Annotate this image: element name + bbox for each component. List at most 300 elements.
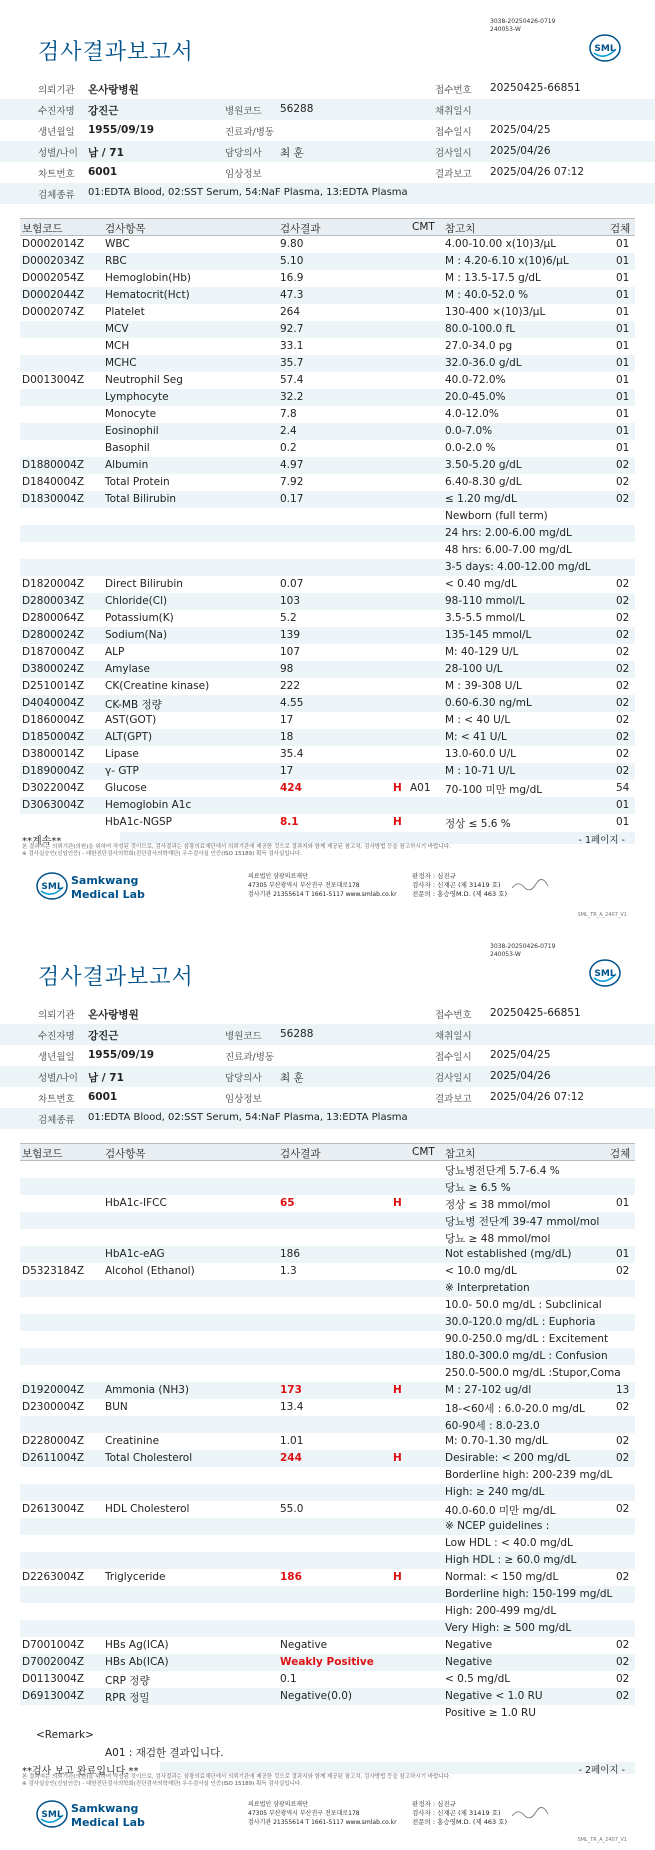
remark-text: A01 : 재검한 결과입니다. (105, 1747, 224, 1759)
table-row (20, 287, 635, 304)
cell-specimen: 02 (616, 680, 630, 692)
collection-time-label: 채취일시 (435, 106, 472, 117)
cell-result: 173 (280, 1384, 302, 1396)
footer-address (248, 1800, 397, 1827)
cell-reference: Normal: < 150 mg/dL (445, 1571, 559, 1583)
cell-reference: 당뇨병 전단계 39-47 mmol/mol (445, 1216, 600, 1228)
cell-specimen: 02 (616, 748, 630, 760)
doctor-value: 최 훈 (280, 147, 304, 159)
cell-result: 57.4 (280, 374, 304, 386)
cell-reference: 98-110 mmol/L (445, 595, 525, 607)
header-row-3 (0, 1045, 655, 1066)
cell-item: WBC (105, 238, 130, 250)
receipt-no-label: 접수번호 (435, 85, 472, 96)
table-row (20, 406, 635, 423)
cell-reference: 4.0-12.0% (445, 408, 499, 420)
approver-3: 홍승영M.D. (제 463 호) (437, 1818, 507, 1826)
cell-code: D3022004Z (22, 782, 85, 794)
approver-1: 심진규 (437, 872, 457, 880)
doctor-value: 최 훈 (280, 1072, 304, 1084)
receipt-no-value: 20250425-66851 (490, 1007, 581, 1019)
cell-reference: M : < 40 U/L (445, 714, 511, 726)
brand-line-1: Samkwang (71, 1802, 139, 1815)
cell-code: D1870004Z (22, 646, 85, 658)
header-row-6 (0, 183, 655, 204)
cell-specimen: 02 (616, 646, 630, 658)
table-row (20, 1688, 635, 1705)
cell-item: CK-MB 정량 (105, 699, 162, 711)
cell-reference: High HDL : ≥ 60.0 mg/dL (445, 1554, 577, 1566)
cell-code: D2800034Z (22, 595, 85, 607)
specimen-value: 01:EDTA Blood, 02:SST Serum, 54:NaF Plasma, 13:EDTA Plasma (88, 187, 408, 198)
cell-specimen: 01 (616, 1197, 630, 1209)
cell-reference: < 0.40 mg/dL (445, 578, 517, 590)
cell-reference: High: 200-499 mg/dL (445, 1605, 557, 1617)
document-id-line2: 240053-W (490, 951, 521, 958)
cell-specimen: 01 (616, 408, 630, 420)
table-row (20, 712, 635, 729)
table-row (20, 1161, 635, 1178)
header-row-1 (0, 78, 655, 99)
cell-specimen: 02 (616, 1503, 630, 1515)
cell-specimen: 01 (616, 238, 630, 250)
cell-item: Total Bilirubin (105, 493, 177, 505)
cell-item: Monocyte (105, 408, 157, 420)
cell-result: 9.80 (280, 238, 304, 250)
cell-result: 35.7 (280, 357, 304, 369)
cell-code: D2300004Z (22, 1401, 85, 1413)
institution-value: 온사랑병원 (88, 84, 139, 96)
page-bar (160, 1762, 635, 1774)
cell-result: 0.17 (280, 493, 304, 505)
cell-item: Lymphocyte (105, 391, 169, 403)
footer-logo (35, 1798, 155, 1838)
table-row (20, 457, 635, 474)
cell-result: 18 (280, 731, 294, 743)
header-row-4 (0, 1066, 655, 1087)
results-table (20, 1161, 635, 1722)
cell-reference: 135-145 mmol/L (445, 629, 532, 641)
cell-specimen: 01 (616, 255, 630, 267)
cell-reference: 28-100 U/L (445, 663, 503, 675)
notice-line-2: ※ 검사실승인(신임인증) - 대한진단검사의학회(진단검사의학재단) 우수검사실 인증(ISO 15189) 획득 검사실입니다. (22, 851, 302, 857)
cell-specimen: 02 (616, 459, 630, 471)
svg-text:SML: SML (41, 882, 63, 892)
footer-approvers (412, 872, 507, 899)
cell-reference: Desirable: < 200 mg/dL (445, 1452, 571, 1464)
sex-age-value: 남 / 71 (88, 147, 124, 159)
cell-code: D1920004Z (22, 1384, 85, 1396)
table-row (20, 644, 635, 661)
table-row (20, 253, 635, 270)
cell-specimen: 02 (616, 1435, 630, 1447)
table-row (20, 1195, 635, 1212)
cell-item: ALT(GPT) (105, 731, 153, 743)
table-row (20, 610, 635, 627)
cell-result: 0.1 (280, 1673, 297, 1685)
cell-code: D1840004Z (22, 476, 85, 488)
footer-brand (71, 1802, 145, 1830)
table-row (20, 1705, 635, 1722)
cell-reference: 130-400 ×(10)3/μL (445, 306, 546, 318)
hospital-code-label: 병원코드 (225, 106, 262, 117)
cell-reference: 3.50-5.20 g/dL (445, 459, 522, 471)
col-reference: 참고치 (445, 223, 476, 235)
cell-result: 7.92 (280, 476, 304, 488)
table-row (20, 389, 635, 406)
cell-reference: Borderline high: 200-239 mg/dL (445, 1469, 613, 1481)
footer-logo (35, 870, 155, 910)
table-row (20, 1671, 635, 1688)
cell-item: Creatinine (105, 1435, 160, 1447)
footer-brand (71, 874, 145, 902)
cell-flag: H (393, 1571, 402, 1583)
cell-item: Glucose (105, 782, 147, 794)
cell-code: D2280004Z (22, 1435, 85, 1447)
cell-reference: < 0.5 mg/dL (445, 1673, 511, 1685)
header-row-4 (0, 141, 655, 162)
cell-item: Direct Bilirubin (105, 578, 183, 590)
cell-code: D0002074Z (22, 306, 85, 318)
cell-specimen: 02 (616, 493, 630, 505)
cell-result: 0.2 (280, 442, 297, 454)
cell-specimen: 02 (616, 1401, 630, 1413)
cell-result: 13.4 (280, 1401, 304, 1413)
patient-name-label: 수진자명 (38, 1031, 75, 1042)
cell-reference: ※ NCEP guidelines : (445, 1520, 550, 1532)
results-table (20, 236, 635, 831)
cell-specimen: 01 (616, 374, 630, 386)
cell-result: Negative (280, 1639, 328, 1651)
specimen-label: 검체종류 (38, 1115, 75, 1126)
signature-icon (510, 1806, 550, 1820)
cell-code: D0013004Z (22, 374, 85, 386)
receipt-date-value: 2025/04/25 (490, 1049, 551, 1061)
approver-1: 심진규 (437, 1800, 457, 1808)
cell-result: 264 (280, 306, 301, 318)
cell-reference: 18-<60세 : 6.0-20.0 mg/dL (445, 1403, 585, 1415)
cell-item: HDL Cholesterol (105, 1503, 190, 1515)
table-row (20, 1331, 635, 1348)
org-contact: 검사기관 21355614 T 1661-5117 www.smlab.co.kr (248, 1819, 397, 1826)
form-code: SML_TR_A_2407_V1 (577, 912, 627, 918)
cell-code: D0002044Z (22, 289, 85, 301)
cell-reference: 24 hrs: 2.00-6.00 mg/dL (445, 527, 572, 539)
table-row (20, 1399, 635, 1416)
cell-reference: 80.0-100.0 fL (445, 323, 516, 335)
header-row-1 (0, 1003, 655, 1024)
continued-label: **계속** (22, 836, 62, 847)
cell-result: 424 (280, 782, 302, 794)
col-code: 보험코드 (22, 223, 63, 235)
specimen-value: 01:EDTA Blood, 02:SST Serum, 54:NaF Plasma, 13:EDTA Plasma (88, 1112, 408, 1123)
cell-result: 92.7 (280, 323, 304, 335)
institution-value: 온사랑병원 (88, 1009, 139, 1021)
table-row (20, 1484, 635, 1501)
cell-reference: 0.0-7.0% (445, 425, 493, 437)
cell-result: 222 (280, 680, 301, 692)
table-row (20, 372, 635, 389)
chart-no-value: 6001 (88, 166, 118, 178)
sex-age-label: 성별/나이 (38, 1073, 78, 1084)
cell-item: HbA1c-IFCC (105, 1197, 167, 1209)
cell-result: 1.3 (280, 1265, 297, 1277)
table-row (20, 746, 635, 763)
approver-label-1: 판정자 : (412, 1800, 436, 1808)
table-row (20, 1212, 635, 1229)
table-row (20, 270, 635, 287)
table-row (20, 1382, 635, 1399)
cell-reference: 3.5-5.5 mmol/L (445, 612, 525, 624)
specimen-label: 검체종류 (38, 190, 75, 201)
org-contact: 검사기관 21355614 T 1661-5117 www.smlab.co.kr (248, 891, 397, 898)
department-label: 진료과/병동 (225, 1052, 275, 1063)
footer-notice (22, 1774, 451, 1788)
cell-reference: 당뇨병전단계 5.7-6.4 % (445, 1165, 560, 1177)
cell-specimen: 01 (616, 289, 630, 301)
table-row (20, 1620, 635, 1637)
cell-item: Platelet (105, 306, 145, 318)
report-time-label: 결과보고 (435, 169, 472, 180)
cell-item: Chloride(Cl) (105, 595, 168, 607)
cell-reference: 40.0-72.0% (445, 374, 506, 386)
cell-specimen: 02 (616, 697, 630, 709)
header-row-5 (0, 1087, 655, 1108)
page-bar (120, 832, 635, 844)
cell-item: BUN (105, 1401, 128, 1413)
org-address: 47305 부산광역시 부산진구 전포대로178 (248, 882, 360, 889)
cell-result: 33.1 (280, 340, 304, 352)
patient-header (0, 78, 655, 204)
cell-specimen: 01 (616, 323, 630, 335)
cell-code: D3800024Z (22, 663, 85, 675)
cell-item: Albumin (105, 459, 149, 471)
cell-code: D2800024Z (22, 629, 85, 641)
cell-item: MCH (105, 340, 130, 352)
cell-result: 5.2 (280, 612, 297, 624)
table-row (20, 1246, 635, 1263)
cell-code: D1890004Z (22, 765, 85, 777)
hospital-code-label: 병원코드 (225, 1031, 262, 1042)
header-row-3 (0, 120, 655, 141)
cell-item: Neutrophil Seg (105, 374, 183, 386)
cell-result: 186 (280, 1248, 301, 1260)
cell-specimen: 01 (616, 272, 630, 284)
sex-age-label: 성별/나이 (38, 148, 78, 159)
results-table-header (20, 218, 635, 236)
table-row (20, 627, 635, 644)
cell-reference: < 10.0 mg/dL (445, 1265, 517, 1277)
cell-reference: 4.00-10.00 x(10)3/μL (445, 238, 557, 250)
cell-specimen: 02 (616, 1571, 630, 1583)
cell-code: D2613004Z (22, 1503, 85, 1515)
cell-reference: 40.0-60.0 미만 mg/dL (445, 1505, 556, 1517)
cell-reference: M: 0.70-1.30 mg/dL (445, 1435, 548, 1447)
cell-reference: 6.40-8.30 g/dL (445, 476, 522, 488)
table-row (20, 440, 635, 457)
cell-reference: 당뇨 ≥ 48 mmol/mol (445, 1233, 551, 1245)
cell-result: 2.4 (280, 425, 297, 437)
cell-result: 4.97 (280, 459, 304, 471)
document-id-line1: 3038-20250426-0719 (490, 943, 556, 950)
chart-no-value: 6001 (88, 1091, 118, 1103)
clinical-info-label: 임상정보 (225, 1094, 262, 1105)
svg-text:SML: SML (594, 969, 616, 979)
cell-item: Ammonia (NH3) (105, 1384, 190, 1396)
test-date-value: 2025/04/26 (490, 1070, 551, 1082)
cell-reference: M: 40-129 U/L (445, 646, 519, 658)
table-row (20, 1365, 635, 1382)
table-row (20, 1654, 635, 1671)
cell-item: Hemoglobin(Hb) (105, 272, 192, 284)
cell-reference: 32.0-36.0 g/dL (445, 357, 522, 369)
col-specimen: 검체 (610, 223, 631, 235)
cell-item: RBC (105, 255, 127, 267)
header-row-6 (0, 1108, 655, 1129)
cell-item: Lipase (105, 748, 139, 760)
test-date-label: 검사일시 (435, 148, 472, 159)
cell-specimen: 01 (616, 425, 630, 437)
table-row (20, 1518, 635, 1535)
test-date-label: 검사일시 (435, 1073, 472, 1084)
cell-code: D1880004Z (22, 459, 85, 471)
cell-result: 65 (280, 1197, 295, 1209)
table-row (20, 763, 635, 780)
org-name: 의료법인 삼광의료재단 (248, 1801, 308, 1808)
table-row (20, 661, 635, 678)
cell-reference: Positive ≥ 1.0 RU (445, 1707, 536, 1719)
cell-specimen: 02 (616, 629, 630, 641)
cell-code: D2510014Z (22, 680, 85, 692)
col-result: 검사결과 (280, 1148, 321, 1160)
cell-result: 0.07 (280, 578, 304, 590)
cell-reference: M : 10-71 U/L (445, 765, 516, 777)
approver-label-3: 전문의 : (412, 1818, 436, 1826)
cell-result: 1.01 (280, 1435, 304, 1447)
svg-text:SML: SML (41, 1810, 63, 1820)
cell-reference: Not established (mg/dL) (445, 1248, 572, 1260)
sml-logo-icon (588, 33, 622, 63)
table-row (20, 695, 635, 712)
sml-footer-logo-icon (35, 1798, 69, 1830)
cell-reference: 정상 ≤ 5.6 % (445, 818, 511, 830)
cell-code: D2611004Z (22, 1452, 85, 1464)
cell-code: D0002054Z (22, 272, 85, 284)
cell-code: D7001004Z (22, 1639, 85, 1651)
report-complete-label: **검사 보고 완료입니다.** (22, 1766, 139, 1777)
cell-result: 4.55 (280, 697, 304, 709)
table-row (20, 1569, 635, 1586)
cell-result: 5.10 (280, 255, 304, 267)
cell-reference: M : 40.0-52.0 % (445, 289, 529, 301)
cell-result: Weakly Positive (280, 1656, 374, 1668)
cell-code: D7002004Z (22, 1656, 85, 1668)
cell-specimen: 02 (616, 1656, 630, 1668)
cell-result: 103 (280, 595, 301, 607)
page-number: - 2페이지 - (578, 1765, 625, 1776)
cell-reference: 0.60-6.30 ng/mL (445, 697, 532, 709)
department-label: 진료과/병동 (225, 127, 275, 138)
cell-reference: Negative (445, 1639, 493, 1651)
notice-line-2: ※ 검사실승인(신임인증) - 대한진단검사의학회(진단검사의학재단) 우수검사실 인증(ISO 15189) 획득 검사실입니다. (22, 1781, 302, 1787)
document-id (490, 943, 555, 959)
cell-reference: 당뇨 ≥ 6.5 % (445, 1182, 511, 1194)
table-row (20, 559, 635, 576)
cell-code: D3800014Z (22, 748, 85, 760)
cell-item: Triglyceride (105, 1571, 166, 1583)
cell-reference: 48 hrs: 6.00-7.00 mg/dL (445, 544, 572, 556)
receipt-no-value: 20250425-66851 (490, 82, 581, 94)
table-row (20, 491, 635, 508)
cell-reference: Very High: ≥ 500 mg/dL (445, 1622, 572, 1634)
cell-reference: ≤ 1.20 mg/dL (445, 493, 517, 505)
approver-label-1: 판정자 : (412, 872, 436, 880)
cell-flag: H (393, 1452, 402, 1464)
cell-item: ALP (105, 646, 125, 658)
hospital-code-value: 56288 (280, 1028, 314, 1040)
cell-reference: Borderline high: 150-199 mg/dL (445, 1588, 613, 1600)
cell-specimen: 02 (616, 731, 630, 743)
cell-reference: 250.0-500.0 mg/dL :Stupor,Coma (445, 1367, 621, 1379)
cell-item: MCHC (105, 357, 137, 369)
cell-reference: M : 4.20-6.10 x(10)6/μL (445, 255, 569, 267)
cell-reference: Newborn (full term) (445, 510, 548, 522)
table-row (20, 474, 635, 491)
cell-reference: 180.0-300.0 mg/dL : Confusion (445, 1350, 608, 1362)
cell-specimen: 01 (616, 1248, 630, 1260)
cell-code: D4040004Z (22, 697, 85, 709)
col-item: 검사항목 (105, 1148, 146, 1160)
col-specimen: 검체 (610, 1148, 631, 1160)
table-row (20, 1603, 635, 1620)
brand-line-2: Medical Lab (71, 888, 145, 901)
cell-reference: 0.0-2.0 % (445, 442, 496, 454)
col-item: 검사항목 (105, 223, 146, 235)
cell-item: Potassium(K) (105, 612, 174, 624)
report-time-value: 2025/04/26 07:12 (490, 166, 585, 178)
cell-item: CRP 정량 (105, 1675, 150, 1687)
cell-reference: 27.0-34.0 pg (445, 340, 513, 352)
cell-result: 35.4 (280, 748, 304, 760)
approver-3: 홍승영M.D. (제 463 호) (437, 890, 507, 898)
cell-reference: ※ Interpretation (445, 1282, 530, 1294)
cell-item: Amylase (105, 663, 150, 675)
cell-code: D5323184Z (22, 1265, 85, 1277)
table-row (20, 236, 635, 253)
hospital-code-value: 56288 (280, 103, 314, 115)
header-row-5 (0, 162, 655, 183)
sml-footer-logo-icon (35, 870, 69, 902)
cell-code: D1860004Z (22, 714, 85, 726)
sml-logo-icon (588, 958, 622, 988)
org-address: 47305 부산광역시 부산진구 전포대로178 (248, 1810, 360, 1817)
cell-reference: M: < 41 U/L (445, 731, 507, 743)
cell-flag: H (393, 782, 402, 794)
col-cmt: CMT (412, 1146, 435, 1158)
cell-reference: High: ≥ 240 mg/dL (445, 1486, 545, 1498)
cell-specimen: 13 (616, 1384, 630, 1396)
report-title: 검사결과보고서 (38, 40, 194, 65)
table-row (20, 814, 635, 831)
cell-item: Basophil (105, 442, 150, 454)
col-reference: 참고치 (445, 1148, 476, 1160)
cell-reference: Negative (445, 1656, 493, 1668)
table-row (20, 797, 635, 814)
cell-item: MCV (105, 323, 129, 335)
cell-specimen: 01 (616, 799, 630, 811)
cell-item: Eosinophil (105, 425, 159, 437)
dob-label: 생년월일 (38, 1052, 75, 1063)
